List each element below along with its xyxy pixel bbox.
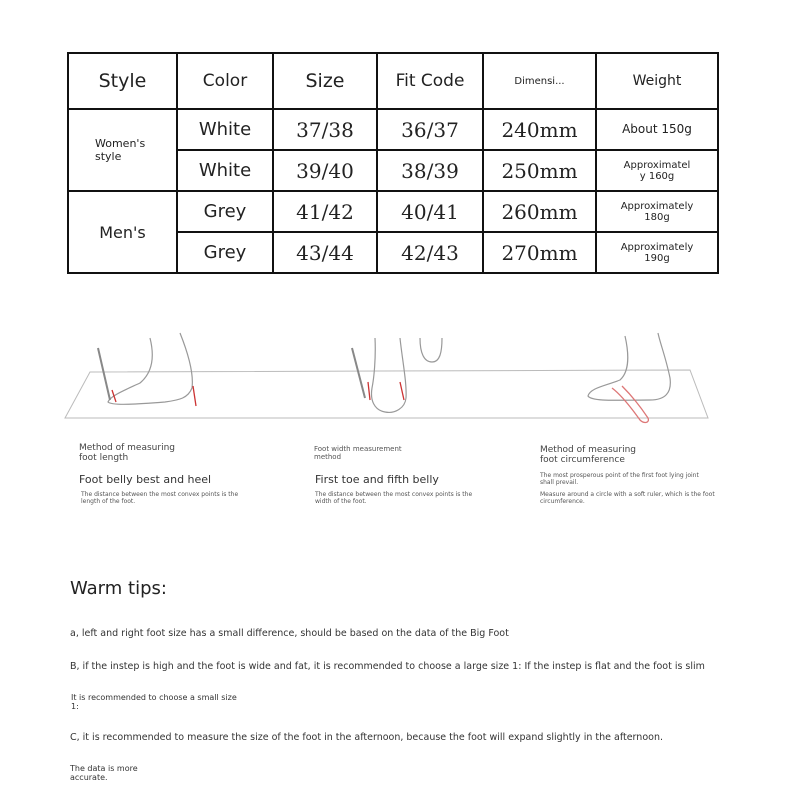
foot-length-figure xyxy=(98,333,192,404)
color-cell: White xyxy=(177,109,273,150)
tip-a: a, left and right foot size has a small difference, should be based on the data of the Big Foot xyxy=(70,628,509,639)
circumference-method-title: Method of measuring foot circumference xyxy=(540,445,636,465)
fit-code-cell: 40/41 xyxy=(377,191,483,232)
length-method-desc: The distance between the most convex points is the length of the foot. xyxy=(81,491,239,505)
size-cell: 41/42 xyxy=(273,191,377,232)
tip-b: B, if the instep is high and the foot is wide and fat, it is recommended to choose a large size 1: If the instep is flat and the foot is slim xyxy=(70,661,705,672)
size-cell: 39/40 xyxy=(273,150,377,191)
fit-code-cell: 42/43 xyxy=(377,232,483,273)
header-weight: Weight xyxy=(596,53,718,109)
color-cell: Grey xyxy=(177,191,273,232)
tip-c-continued: The data is more accurate. xyxy=(70,764,138,782)
length-method-title: Method of measuring foot length xyxy=(79,443,175,463)
dimension-cell: 250mm xyxy=(483,150,596,191)
dimension-cell: 260mm xyxy=(483,191,596,232)
header-fit-code: Fit Code xyxy=(377,53,483,109)
dimension-cell: 240mm xyxy=(483,109,596,150)
width-method-subtitle: First toe and fifth belly xyxy=(315,473,439,486)
foot-measuring-illustration xyxy=(60,328,730,433)
measuring-mat xyxy=(65,370,708,418)
foot-width-figure xyxy=(352,338,442,412)
style-cell-women: Women's style xyxy=(68,109,177,191)
table-row xyxy=(68,191,718,232)
width-method-desc: The distance between the most convex points is the width of the foot. xyxy=(315,491,473,505)
weight-cell: About 150g xyxy=(596,109,718,150)
warm-tips-title: Warm tips: xyxy=(70,578,167,599)
header-style: Style xyxy=(68,53,177,109)
foot-circumference-figure xyxy=(588,333,670,400)
table-row xyxy=(68,109,718,150)
color-cell: Grey xyxy=(177,232,273,273)
weight-cell: Approximatel y 160g xyxy=(596,150,718,191)
header-color: Color xyxy=(177,53,273,109)
header-size: Size xyxy=(273,53,377,109)
width-method-title: Foot width measurement method xyxy=(314,445,402,461)
size-cell: 37/38 xyxy=(273,109,377,150)
color-cell: White xyxy=(177,150,273,191)
fit-code-cell: 36/37 xyxy=(377,109,483,150)
table-header-row xyxy=(68,53,718,109)
size-cell: 43/44 xyxy=(273,232,377,273)
header-dimension: Dimensi... xyxy=(483,53,596,109)
weight-cell: Approximately 190g xyxy=(596,232,718,273)
weight-cell: Approximately 180g xyxy=(596,191,718,232)
style-cell-men: Men's xyxy=(68,191,177,273)
circumference-method-subtitle: The most prosperous point of the first foot lying joint shall prevail. xyxy=(540,472,699,486)
tip-b-continued: It is recommended to choose a small size 1: xyxy=(71,693,237,711)
dimension-cell: 270mm xyxy=(483,232,596,273)
tip-c: C, it is recommended to measure the size of the foot in the afternoon, because the foot will expand slightly in the afternoon. xyxy=(70,732,663,743)
circumference-method-desc: Measure around a circle with a soft ruler, which is the foot circumference. xyxy=(540,491,715,505)
tape-measure xyxy=(612,386,648,422)
size-table xyxy=(67,52,719,274)
foot-width-markers xyxy=(368,382,404,400)
length-method-subtitle: Foot belly best and heel xyxy=(79,473,212,486)
fit-code-cell: 38/39 xyxy=(377,150,483,191)
